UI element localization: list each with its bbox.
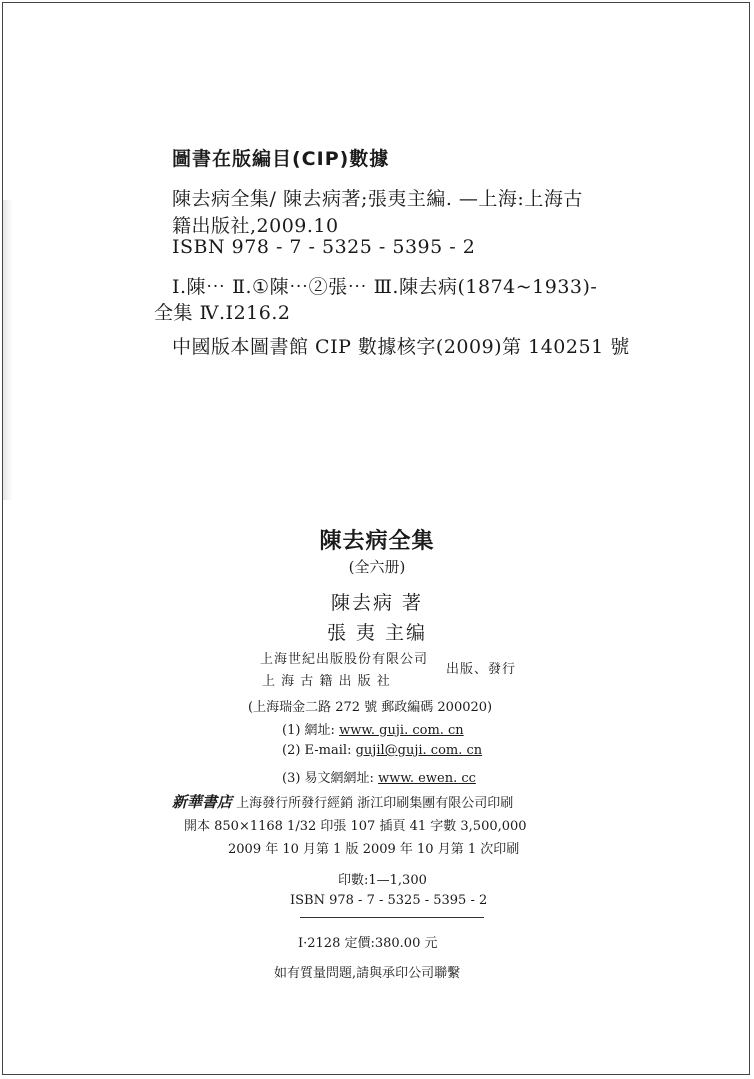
edition-info: 2009 年 10 月第 1 版 2009 年 10 月第 1 次印刷: [228, 842, 520, 857]
ewen-line: [282, 767, 476, 786]
website-link[interactable]: www. guji. com. cn: [339, 723, 464, 738]
publisher-name-1: 上海世紀出版股份有限公司: [260, 652, 429, 667]
cip-heading: 圖書在版編目(CIP)數據: [172, 148, 390, 170]
publisher-name-2: 上 海 古 籍 出 版 社: [262, 674, 391, 689]
scan-shadow: [3, 200, 13, 500]
quality-notice: 如有質量問題,請與承印公司聯繫: [274, 966, 461, 981]
distribution-text: 上海發行所發行經銷 浙江印刷集團有限公司印刷: [236, 796, 514, 811]
cip-library-number: 中國版本圖書館 CIP 數據核字(2009)第 140251 號: [172, 336, 630, 358]
print-specs: 開本 850×1168 1/32 印張 107 插頁 41 字數 3,500,000: [184, 819, 527, 834]
cip-line-1: 陳去病全集/ 陳去病著;張夷主編. —上海:上海古: [172, 188, 583, 210]
cip-classification-1: Ⅰ.陳⋯ Ⅱ.①陳⋯②張⋯ Ⅲ.陳去病(1874~1933)-: [172, 276, 598, 298]
xinhua-bookstore-logo: 新華書店: [172, 793, 233, 811]
book-title: 陳去病全集: [319, 529, 435, 554]
website-line: [282, 719, 464, 738]
ewen-link[interactable]: www. ewen. cc: [378, 771, 476, 786]
author-line: 陳去病 著: [330, 592, 424, 614]
email-link[interactable]: gujil@guji. com. cn: [355, 743, 483, 758]
email-line: [282, 743, 482, 758]
cip-classification-2: 全集 Ⅳ.I216.2: [154, 302, 291, 324]
cip-isbn: ISBN 978 - 7 - 5325 - 5395 - 2: [172, 236, 476, 258]
editor-line: 張 夷 主编: [326, 622, 428, 644]
cip-line-2: 籍出版社,2009.10: [172, 215, 339, 237]
distribution-line: [172, 791, 513, 812]
print-run: 印數:1—1,300: [338, 873, 427, 888]
publisher-address: (上海瑞金二路 272 號 郵政編碼 200020): [248, 700, 493, 715]
colophon-isbn: ISBN 978 - 7 - 5325 - 5395 - 2: [290, 893, 488, 908]
volume-count: (全六册): [348, 558, 406, 576]
publish-role: 出版、發行: [446, 662, 517, 677]
email-prefix: (2) E-mail:: [282, 743, 352, 758]
separator-rule: [300, 917, 484, 918]
ewen-prefix: (3) 易文網網址:: [282, 771, 374, 786]
price-line: I·2128 定價:380.00 元: [298, 936, 438, 951]
website-prefix: (1) 網址:: [282, 723, 335, 738]
